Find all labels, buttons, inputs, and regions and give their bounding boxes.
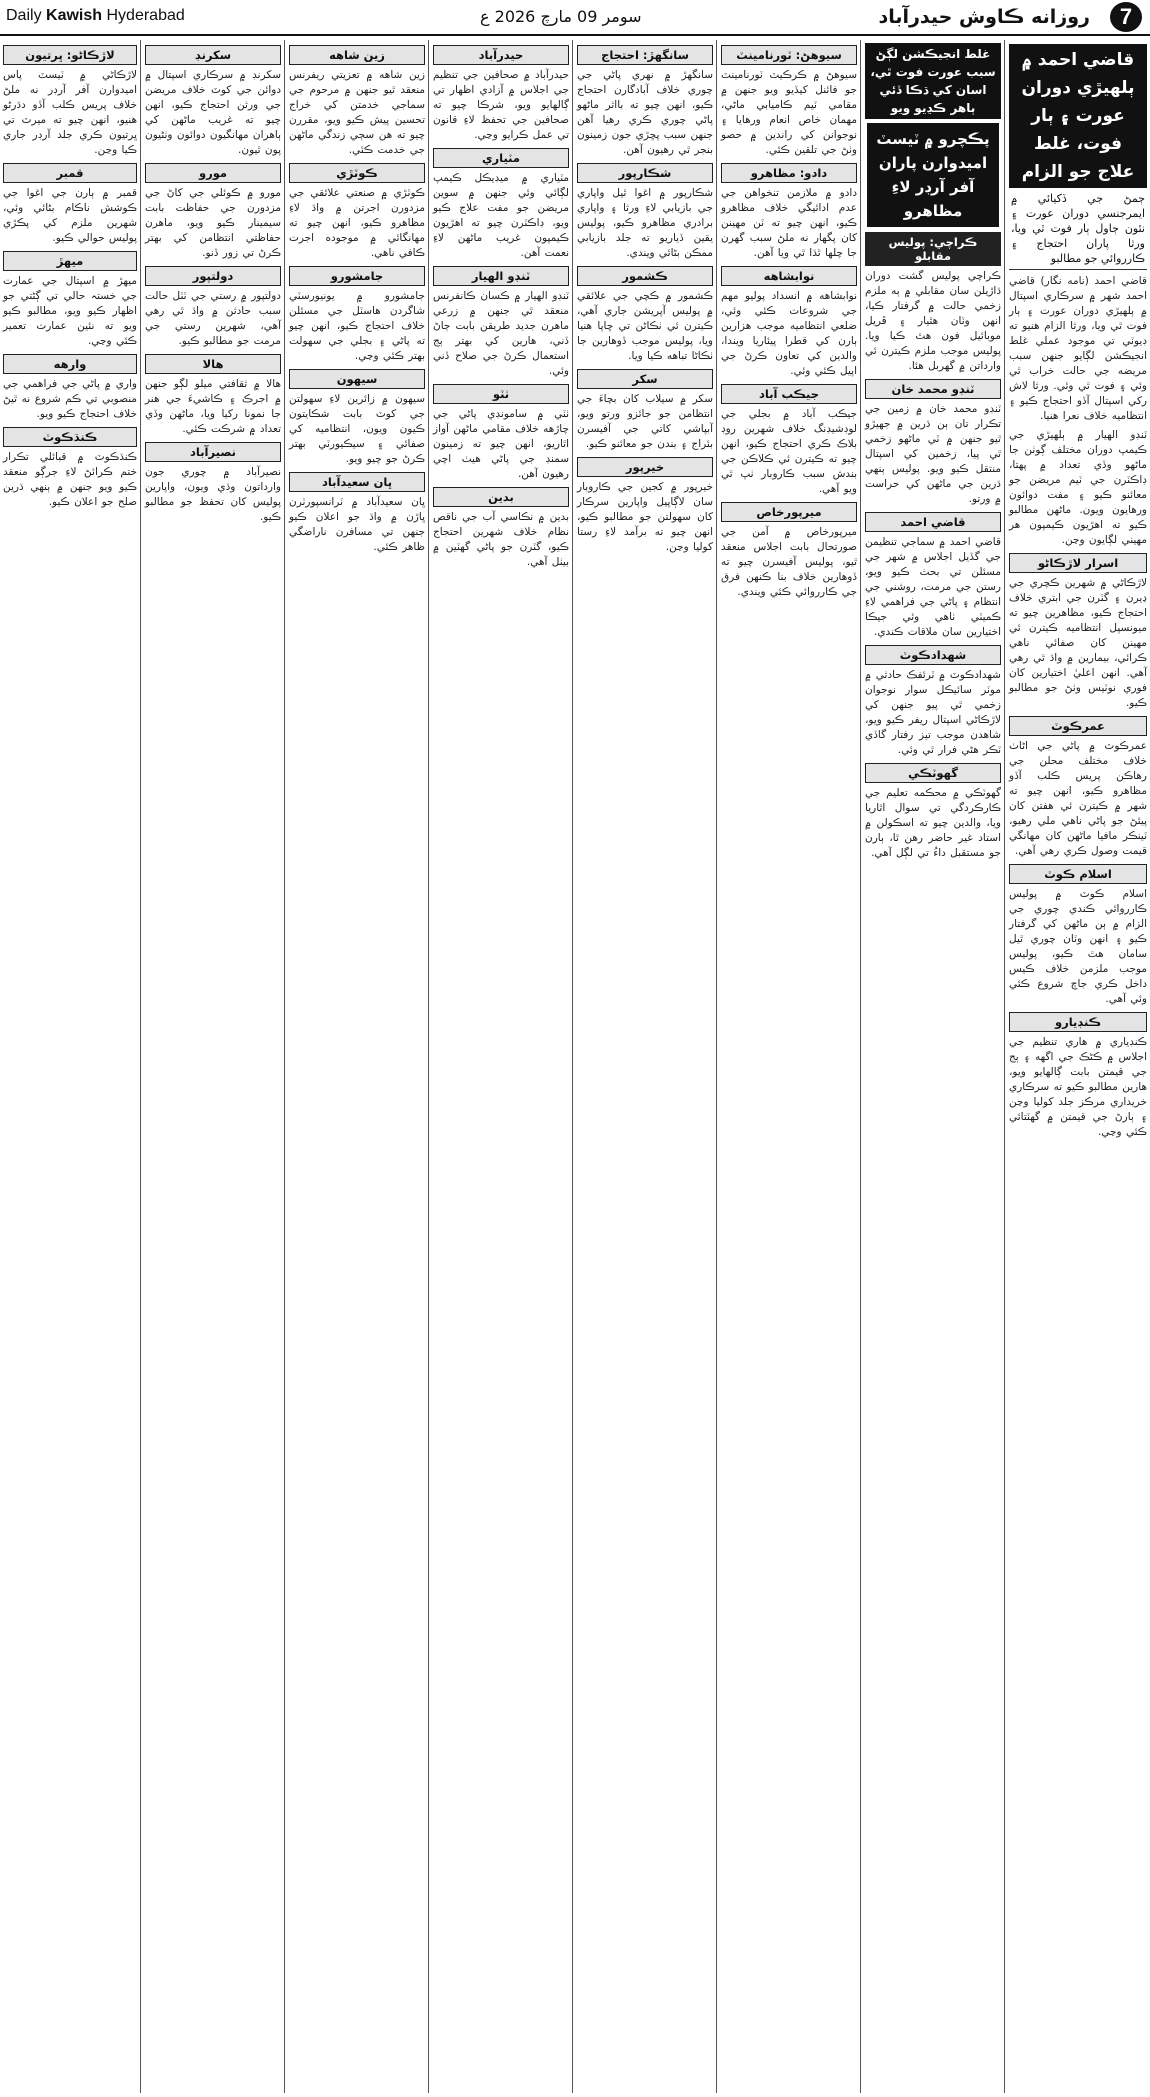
promo-headline: پڪچرو ۾ ٽيسٽ اميدوارن پاران آفر آرڊر لاءِ مظاهرو	[867, 123, 999, 227]
article-body: ميرپورخاص ۾ آمن جي صورتحال بابت اجلاس منعقد ٿيو، پوليس آفيسرن چيو ته ڏوهارين خلاف بنا ڪنهن فرق جي ڪارروائي ڪئي ويندي.	[721, 526, 857, 598]
column-2	[862, 40, 1004, 2093]
article-headline: نوابشاهه	[721, 266, 857, 286]
article-headline: نصيرآباد	[145, 442, 281, 462]
article-body: سکر ۾ سيلاب کان بچاءَ جي انتظامن جو جائزو ورتو ويو، آبپاشي کاتي جي آفيسرن بئراج ۽ بندن جو معائنو ڪيو.	[577, 393, 713, 450]
column-rule	[1004, 40, 1005, 2093]
article-headline: سيهون	[289, 369, 425, 389]
column-rule	[284, 40, 285, 2093]
article-body: ڀان سعيدآباد ۾ ٽرانسپورٽرن ڀاڙن ۾ واڌ جو اعلان ڪيو جنهن تي مسافرن ناراضگي ظاهر ڪئي.	[289, 496, 425, 553]
article-headline: ٽنڊو محمد خان	[865, 379, 1001, 399]
page-number-badge: 7	[1110, 2, 1142, 32]
article-headline: شڪارپور	[577, 163, 713, 183]
article-headline: ڪراچي: پوليس مقابلو	[865, 232, 1001, 266]
article-body: ڪشمور ۾ ڪچي جي علائقي ۾ پوليس آپريشن جاري آهي، ڪيترن ئي ٺڪاڻن تي ڇاپا هنيا ويا، پوليس موجب ڏوهارين جا ٺڪاڻا تباهه ڪيا ويا.	[577, 290, 713, 362]
article-headline: قاضي احمد	[865, 512, 1001, 532]
column-rule	[572, 40, 573, 2093]
article-body: گهوٽڪي ۾ محڪمه تعليم جي ڪارڪردگي تي سوال اٿاريا ويا، والدين چيو ته اسڪولن ۾ استاد غير حاضر رهن ٿا، ٻارن جو مستقبل داءُ تي لڳل آهي.	[865, 787, 1001, 859]
article-body: حيدرآباد ۾ صحافين جي تنظيم جي اجلاس ۾ آزادي اظهار تي ڳالهايو ويو، شرڪا چيو ته صحافين جي تحفظ لاءِ قانون تي عمل ڪرايو وڃي.	[433, 69, 569, 141]
article-headline: لاڙڪاڻو: ڀرتيون	[3, 45, 137, 65]
article-body: عمرڪوٽ ۾ پاڻي جي اڻاٺ خلاف مختلف محلن جي رهاڪن پريس ڪلب آڏو مظاهرو ڪيو، انهن چيو ته شهر ۾ ڪيترن ئي هفتن کان پيئڻ جو پاڻي ناهي ملي رهيو، ٽينڪر مافيا ماڻهن کان مهانگي قيمت وصول ڪري رهي آهي.	[1009, 740, 1147, 857]
column-7	[142, 40, 284, 2093]
article-headline: بدين	[433, 487, 569, 507]
article-headline: مٽياري	[433, 148, 569, 168]
column-8	[0, 40, 140, 2093]
article-body: هالا ۾ ثقافتي ميلو لڳو جنهن ۾ اجرڪ ۽ ڪاشيءَ جي هنر جا نمونا رکيا ويا، ماڻهن وڏي تعداد ۾ شرڪت ڪئي.	[145, 378, 281, 435]
article-body: بدين ۾ نڪاسي آب جي ناقص نظام خلاف شهرين احتجاج ڪيو، گٽرن جو پاڻي گهٽين ۾ بيٺل آهي.	[433, 511, 569, 568]
article-body: مورو ۾ ڪوئلي جي کاڻ جي مزدورن جي حفاظت بابت سيمينار ڪيو ويو، ماهرن حفاظتي انتظامن کي بهتر ڪرڻ تي زور ڏنو.	[145, 187, 281, 259]
article-headline: مورو	[145, 163, 281, 183]
article-body: سانگهڙ ۾ نهري پاڻي جي چوري خلاف آبادگارن احتجاج ڪيو، انهن چيو ته بااثر ماڻهو پاڻي چوري ڪري رهيا آهن جنهن سبب پڇڙي جون زمينون بنجر ٿي رهيون آهن.	[577, 69, 713, 156]
article-body: اسلام ڪوٽ ۾ پوليس ڪارروائي ڪندي چوري جي الزام ۾ ٻن ماڻهن کي گرفتار ڪيو ۽ انهن وٽان چوري ٿيل سامان هٿ ڪيو، پوليس موجب ملزمن خلاف ڪيس داخل ڪري جاچ شروع ڪئي وئي آهي.	[1009, 888, 1147, 1005]
article-body: شهدادڪوٽ ۾ ٽرئفڪ حادثي ۾ موٽر سائيڪل سوار نوجوان زخمي ٿي پيو جنهن کي لاڙڪاڻي اسپتال ريفر ڪيو ويو، شاهدن موجب تيز رفتار گاڏي ٽڪر هڻي فرار ٿي وئي.	[865, 669, 1001, 756]
article-headline: ٽنڊو الهيار	[433, 266, 569, 286]
lead-subheadline: ڄمڻ جي ڏکيائي ۾ ايمرجنسي دوران عورت ۽ نئون ڄاول ٻار فوت ٿي ويا، ورثا پاران احتجاج ۽ ڪارروائي جو مطالبو	[1009, 188, 1147, 270]
article-body: نصيرآباد ۾ چوري جون وارداتون وڌي ويون، واپارين پوليس کان تحفظ جو مطالبو ڪيو.	[145, 466, 281, 523]
article-headline: اسرار لاڙڪاڻو	[1009, 553, 1147, 573]
article-headline: سکرنڊ	[145, 45, 281, 65]
column-rule	[428, 40, 429, 2093]
article-body: سيوهڻ ۾ ڪرڪيٽ ٽورنامينٽ جو فائنل کيڏيو ويو جنهن ۾ مقامي ٽيم ڪاميابي ماڻي، مهمان خاص انعام ورهايا ۽ نوجوانن کي راندين ۾ حصو وٺڻ جي تلقين ڪئي.	[721, 69, 857, 156]
article-headline: جيڪب آباد	[721, 384, 857, 404]
english-masthead	[6, 7, 185, 25]
article-headline: حيدرآباد	[433, 45, 569, 65]
article-body: مٽياري ۾ ميڊيڪل ڪيمپ لڳائي وئي جنهن ۾ سوين مريضن جو مفت علاج ڪيو ويو، ڊاڪٽرن چيو ته اهڙيون ڪيمپون غريب ماڻهن لاءِ نعمت آهن.	[433, 172, 569, 259]
article-headline: هالا	[145, 354, 281, 374]
article-headline: جامشورو	[289, 266, 425, 286]
article-headline: ميرپورخاص	[721, 502, 857, 522]
article-body: ڪوٽڙي ۾ صنعتي علائقي جي مزدورن اجرتن ۾ واڌ لاءِ مظاهرو ڪيو، انهن چيو ته مهانگائي ۾ موجوده اجرت ڪافي ناهي.	[289, 187, 425, 259]
article-body: ڪنڊياري ۾ هاري تنظيم جي اجلاس ۾ ڪڻڪ جي اگهه ۽ ٻج جي قيمتن بابت ڳالهايو ويو، هارين مطالبو ڪيو ته سرڪاري خريداري مرڪز جلد کوليا وڃن ۽ ٻارڻ جي قيمتن ۾ گهٽتائي ڪئي وڃي.	[1009, 1036, 1147, 1138]
article-body: خيرپور ۾ کجين جي ڪاروبار سان لاڳاپيل واپارين سرڪار کان سهولتن جو مطالبو ڪيو، انهن چيو ته برآمد لاءِ رستا کوليا وڃن.	[577, 481, 713, 553]
article-headline: سيوهڻ: ٽورنامينٽ	[721, 45, 857, 65]
article-body: قاضي احمد (نامه نگار) قاضي احمد شهر ۾ سرڪاري اسپتال ۾ ٻلهيڙي دوران عورت ۽ ٻار فوت ٿي ويا، ورثا الزام هنيو ته ڊيوٽي تي موجود عملي غلط انجيڪشن لڳايو جنهن سبب مريضه جي حالت خراب ٿي وئي ۽ فوت ٿي وئي. ورثا لاش رکي اسپتال آڏو احتجاج ڪيو ۽ انتظاميه خلاف نعرا هنيا.	[1009, 275, 1147, 422]
article-body: سکرنڊ ۾ سرڪاري اسپتال ۾ دوائن جي کوٽ خلاف مريضن جي ورثن احتجاج ڪيو، انهن چيو ته غريب ماڻهن کي ٻاهران مهانگيون دوائون وٺڻيون پون ٿيون.	[145, 69, 281, 156]
lead-story	[1009, 44, 1147, 270]
article-headline: ڀان سعيدآباد	[289, 472, 425, 492]
article-body: سيهون ۾ زائرين لاءِ سهولتن جي کوٽ بابت شڪايتون ڪيون ويون، انتظاميه کي صفائي ۽ سيڪيورٽي بهتر ڪرڻ جو چيو ويو.	[289, 393, 425, 465]
article-headline: دولتپور	[145, 266, 281, 286]
article-headline: ڪشمور	[577, 266, 713, 286]
article-headline: ڪنڊيارو	[1009, 1012, 1147, 1032]
article-body: لاڙڪاڻي ۾ شهرين ڪچري جي ڍيرن ۽ گٽرن جي ابتري خلاف احتجاج ڪيو، مظاهرين چيو ته ميونسپل انتظاميه ڪيترن ئي مهينن کان صفائي ناهي ڪرائي، بيمارين ۾ واڌ ٿي رهي آهي. انهن اعليٰ اختيارين کان فوري نوٽيس وٺڻ جو مطالبو ڪيو.	[1009, 577, 1147, 709]
article-headline: قمبر	[3, 163, 137, 183]
english-title-city: Hyderabad	[106, 7, 185, 24]
urdu-masthead: روزانه ڪاوش حيدرآباد	[878, 6, 1090, 28]
article-body: واري ۾ پاڻي جي فراهمي جي منصوبي تي ڪم شروع نه ٿيڻ خلاف احتجاج ڪيو ويو.	[3, 378, 137, 420]
article-headline: ٺٽو	[433, 384, 569, 404]
article-body: زين شاهه ۾ تعزيتي ريفرنس منعقد ٿيو جنهن ۾ مرحوم جي سماجي خدمتن کي خراج تحسين پيش ڪيو ويو، مقررن چيو ته هن سڄي زندگي ماڻهن جي خدمت ڪئي.	[289, 69, 425, 156]
article-headline: شهدادڪوٽ	[865, 645, 1001, 665]
article-headline: اسلام ڪوٽ	[1009, 864, 1147, 884]
article-headline: ڪوٽڙي	[289, 163, 425, 183]
article-headline: ڪنڌڪوٽ	[3, 427, 137, 447]
column-rule	[140, 40, 141, 2093]
article-body: ٺٽي ۾ سامونڊي پاڻي جي چاڙهه خلاف مقامي ماڻهن آواز اٿاريو، انهن چيو ته زمينون سمنڊ جي پاڻي هيٺ اچي رهيون آهن.	[433, 408, 569, 480]
article-headline: عمرڪوٽ	[1009, 716, 1147, 736]
article-body: لاڙڪاڻي ۾ ٽيسٽ پاس اميدوارن آفر آرڊر نه ملڻ خلاف پريس ڪلب آڏو دڌرڻو هنيو، انهن چيو ته ميرٽ تي ڀرتيون ڪري جلد آرڊر جاري ڪيا وڃن.	[3, 69, 137, 156]
date-line: سومر 09 مارچ 2026 ع	[480, 7, 642, 26]
column-6	[286, 40, 428, 2093]
article-body: جامشورو ۾ يونيورسٽي شاگردن هاسٽل جي مسئلن خلاف احتجاج ڪيو، انهن چيو ته پاڻي ۽ بجلي جي سهولت بهتر ڪئي وڃي.	[289, 290, 425, 362]
article-body: دولتپور ۾ رستي جي ٽٽل حالت سبب حادثن ۾ واڌ ٿي رهي آهي، شهرين رستي جي مرمت جو مطالبو ڪيو.	[145, 290, 281, 347]
article-body: ميهڙ ۾ اسپتال جي عمارت جي خستہ حالي تي ڳڻتي جو اظهار ڪيو ويو، مطالبو ڪيو ويو ته نئين عمارت تعمير ڪئي وڃي.	[3, 275, 137, 347]
article-body: قاضي احمد ۾ سماجي تنظيمن جي گڏيل اجلاس ۾ شهر جي مسئلن تي بحث ڪيو ويو، رستن جي مرمت، روشني جي انتظام ۽ پاڻي جي فراهمي لاءِ ڪميٽي ٺاهي وئي جيڪا اختيارين سان ملاقات ڪندي.	[865, 536, 1001, 638]
article-body: نوابشاهه ۾ انسداد پوليو مهم جي شروعات ڪئي وئي، ضلعي انتظاميه موجب هزارين ٻارن کي قطرا پيئاريا ويندا، والدين کي تعاون ڪرڻ جي اپيل ڪئي وئي.	[721, 290, 857, 377]
article-body: ٽنڊو محمد خان ۾ زمين جي تڪرار تان ٻن ڌرين ۾ جهيڙو ٿيو جنهن ۾ ٽي ماڻهو زخمي ٿي پيا، زخمين کي اسپتال منتقل ڪيو ويو. پوليس ٻنهي ڌرين جي ماڻهن کي حراست ۾ ورتو.	[865, 403, 1001, 505]
english-title-prefix: Daily	[6, 7, 42, 24]
article-body: دادو ۾ ملازمن تنخواهن جي عدم ادائيگي خلاف مظاهرو ڪيو، انهن چيو ته ٽن مهينن کان پگهار نه ملڻ سبب گهرن جا چلها ٿڌا ٿي ويا آهن.	[721, 187, 857, 259]
column-5	[430, 40, 572, 2093]
article-body: جيڪب آباد ۾ بجلي جي لوڊشيڊنگ خلاف شهرين روڊ بلاڪ ڪري احتجاج ڪيو، انهن چيو ته ڪيترن ئي ڪلاڪن جي بندش سبب ڪاروبار ٺپ ٿي ويو آهي.	[721, 408, 857, 495]
column-rule	[716, 40, 717, 2093]
article-body: ڪراچي پوليس گشت دوران ڌاڙيلن سان مقابلي ۾ ٻه ملزم زخمي حالت ۾ گرفتار ڪيا، انهن وٽان هٿيار ۽ ڦريل موبائيل فون هٿ ڪيا ويا. پوليس موجب ملزم ڪيترن ئي وارداتن ۾ گهربل هئا.	[865, 270, 1001, 372]
lead-second-headline: غلط انجيڪشن لڳڻ سبب عورت فوت ٿي، اسان کي ڌڪا ڏئي ٻاهر ڪڍيو ويو	[865, 43, 1001, 119]
masthead	[0, 0, 1150, 36]
column-3	[718, 40, 860, 2093]
article-headline: سکر	[577, 369, 713, 389]
article-headline: گهوٽڪي	[865, 763, 1001, 783]
article-body: قمبر ۾ ٻارن جي اغوا جي ڪوشش ناڪام بڻائي وئي، شهرين ملزم کي پڪڙي پوليس حوالي ڪيو.	[3, 187, 137, 244]
lead-headline: قاضي احمد ۾ ٻلهيڙي دوران عورت ۽ ٻار فوت، غلط علاج جو الزام	[1009, 44, 1147, 188]
column-rule	[860, 40, 861, 2093]
article-body: شڪارپور ۾ اغوا ٿيل واپاري جي بازيابي لاءِ ورثا ۽ واپاري برادري مظاهرو ڪيو، پوليس يقين ڏياريو ته جلد بازيابي ممڪن بڻائي ويندي.	[577, 187, 713, 259]
article-headline: دادو: مظاهرو	[721, 163, 857, 183]
article-headline: خيرپور	[577, 457, 713, 477]
article-body: ٽنڊو الهيار ۾ ٻلهيڙي جي ڪيمپ دوران مختلف ڳوٺن جا ماڻهو وڏي تعداد ۾ پهتا، ڊاڪٽرن جي ٽيم مريضن جو معائنو ڪيو ۽ مفت دوائون ورهايون ويون. ماڻهن مطالبو ڪيو ته اهڙيون ڪيمپون هر مهيني لڳايون وڃن.	[1009, 429, 1147, 546]
article-headline: زين شاهه	[289, 45, 425, 65]
article-body: ڪنڌڪوٽ ۾ قبائلي تڪرار ختم ڪرائڻ لاءِ جرڳو منعقد ڪيو ويو جنهن ۾ ٻنهي ڌرين صلح جو اعلان ڪيو.	[3, 451, 137, 508]
article-body: ٽنڊو الهيار ۾ ڪسان ڪانفرنس منعقد ٿي جنهن ۾ زرعي ماهرن جديد طريقن بابت ڄاڻ ڏني، هارين کي بهتر ٻج استعمال ڪرڻ جي صلاح ڏني وئي.	[433, 290, 569, 377]
article-headline: وارهه	[3, 354, 137, 374]
column-1	[1006, 40, 1150, 2093]
article-headline: ميهڙ	[3, 251, 137, 271]
english-title-name: Kawish	[46, 7, 103, 24]
article-headline: سانگهڙ: احتجاج	[577, 45, 713, 65]
column-4	[574, 40, 716, 2093]
